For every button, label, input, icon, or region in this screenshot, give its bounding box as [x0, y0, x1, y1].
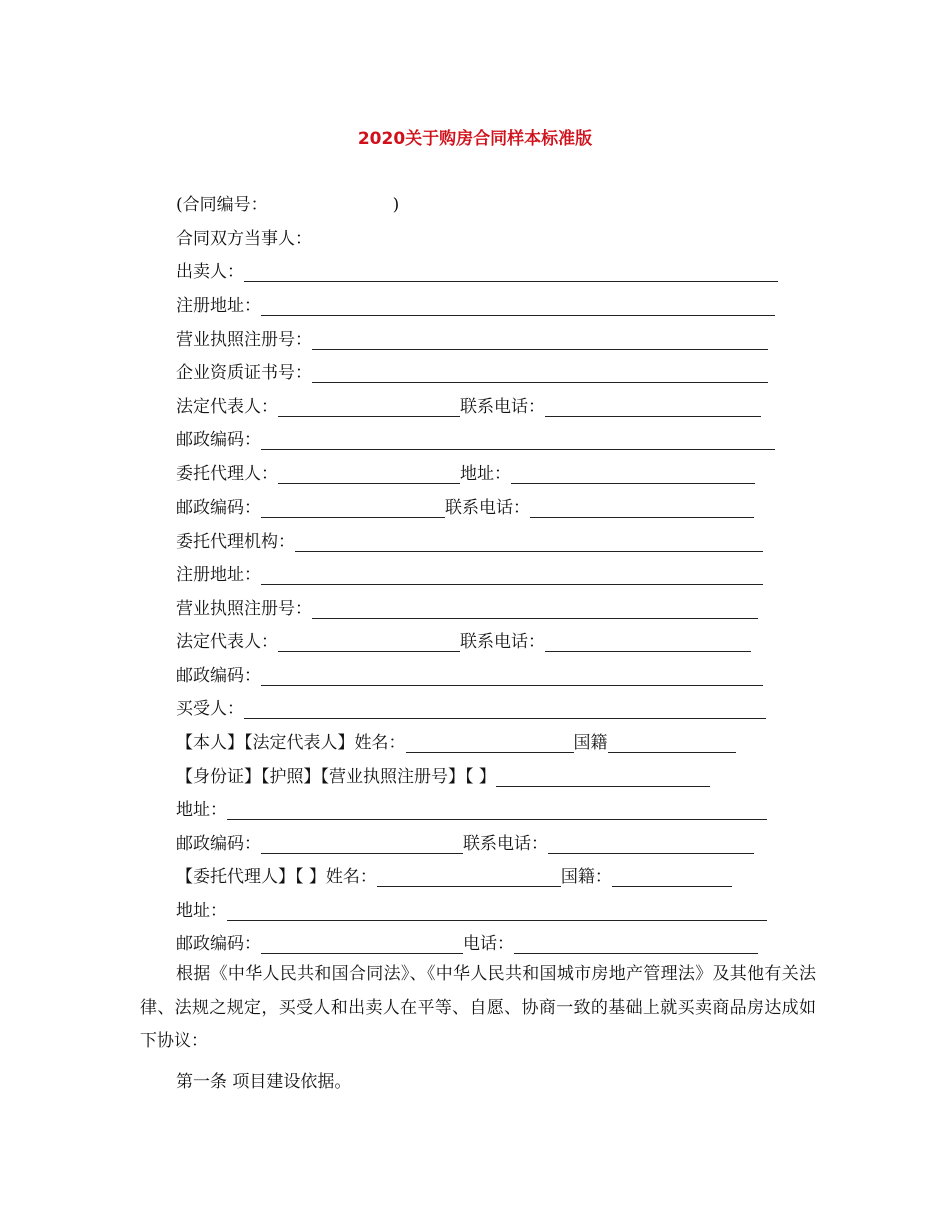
contract-number-close: )	[392, 195, 400, 215]
agency-reg-address-label: 注册地址：	[176, 565, 261, 585]
buyer-postcode-field[interactable]	[261, 833, 463, 854]
seller-license-label: 营业执照注册号：	[176, 330, 312, 350]
buyer-line	[176, 697, 766, 721]
buyer-phone-field[interactable]	[548, 833, 754, 854]
seller-agent-phone-label: 联系电话：	[445, 498, 530, 518]
seller-reg-address-line	[176, 294, 775, 318]
agency-field[interactable]	[295, 531, 763, 552]
agency-reg-address-field[interactable]	[261, 564, 763, 585]
agency-line	[176, 530, 763, 554]
seller-license-field[interactable]	[312, 329, 768, 350]
agency-legal-rep-field[interactable]	[278, 631, 460, 652]
seller-legal-rep-label: 法定代表人：	[176, 397, 278, 417]
preamble-paragraph: 根据《中华人民共和国合同法》、《中华人民共和国城市房地产管理法》及其他有关法律、法规之规定，买受人和出卖人在平等、自愿、协商一致的基础上就买卖商品房达成如下协议：	[140, 964, 816, 1051]
buyer-agent-address-field[interactable]	[227, 900, 767, 921]
seller-agent-line	[176, 462, 755, 486]
buyer-agent-label: 【委托代理人】【 】姓名：	[176, 867, 377, 887]
seller-qualification-line	[176, 361, 768, 385]
buyer-agent-phone-label: 电话：	[463, 934, 514, 954]
buyer-agent-address-line	[176, 899, 767, 923]
buyer-address-label: 地址：	[176, 800, 227, 820]
seller-agent-field[interactable]	[278, 463, 460, 484]
buyer-identity-label: 【本人】【法定代表人】姓名：	[176, 733, 406, 753]
buyer-address-field[interactable]	[227, 799, 767, 820]
seller-agent-phone-field[interactable]	[530, 497, 754, 518]
parties-label: 合同双方当事人：	[176, 229, 312, 249]
seller-agent-postcode-line	[176, 496, 754, 520]
seller-legal-rep-line	[176, 395, 761, 419]
article-1-heading: 第一条 项目建设依据。	[176, 1072, 352, 1092]
seller-reg-address-field[interactable]	[261, 295, 775, 316]
agency-license-label: 营业执照注册号：	[176, 599, 312, 619]
buyer-id-number-field[interactable]	[496, 766, 710, 787]
buyer-id-type-label: 【身份证】【护照】【营业执照注册号】【 】	[176, 767, 496, 787]
buyer-agent-address-label: 地址：	[176, 901, 227, 921]
agency-phone-label: 联系电话：	[460, 632, 545, 652]
buyer-id-type-line	[176, 765, 710, 789]
buyer-nationality-label: 国籍	[573, 733, 608, 753]
seller-agent-label: 委托代理人：	[176, 464, 278, 484]
seller-line	[176, 260, 778, 284]
buyer-label: 买受人：	[176, 699, 244, 719]
seller-postcode-field[interactable]	[261, 429, 775, 450]
seller-postcode-label: 邮政编码：	[176, 430, 261, 450]
buyer-phone-label: 联系电话：	[463, 834, 548, 854]
buyer-agent-nationality-field[interactable]	[612, 866, 732, 887]
agency-phone-field[interactable]	[545, 631, 751, 652]
seller-field[interactable]	[244, 261, 778, 282]
seller-phone-label: 联系电话：	[460, 397, 545, 417]
buyer-postcode-label: 邮政编码：	[176, 834, 261, 854]
seller-agent-address-field[interactable]	[511, 463, 755, 484]
seller-license-line	[176, 328, 768, 352]
buyer-agent-name-field[interactable]	[377, 866, 561, 887]
seller-agent-address-label: 地址：	[460, 464, 511, 484]
buyer-postcode-line	[176, 832, 754, 856]
seller-label: 出卖人：	[176, 262, 244, 282]
buyer-agent-phone-field[interactable]	[514, 933, 758, 954]
agency-postcode-field[interactable]	[261, 665, 763, 686]
agency-postcode-label: 邮政编码：	[176, 666, 261, 686]
buyer-name-field[interactable]	[406, 732, 574, 753]
agency-postcode-line	[176, 664, 763, 688]
seller-qualification-field[interactable]	[312, 362, 768, 383]
agency-license-line	[176, 597, 758, 621]
parties-heading	[176, 227, 312, 251]
contract-number-label: (合同编号：	[176, 195, 268, 215]
agency-reg-address-line	[176, 563, 763, 587]
agency-label: 委托代理机构：	[176, 532, 295, 552]
seller-postcode-line	[176, 428, 775, 452]
seller-qualification-label: 企业资质证书号：	[176, 363, 312, 383]
buyer-agent-postcode-line	[176, 932, 758, 956]
buyer-agent-nationality-label: 国籍：	[560, 867, 612, 887]
buyer-agent-postcode-label: 邮政编码：	[176, 934, 261, 954]
agency-legal-rep-label: 法定代表人：	[176, 632, 278, 652]
seller-phone-field[interactable]	[545, 396, 761, 417]
buyer-agent-line	[176, 865, 732, 889]
seller-agent-postcode-label: 邮政编码：	[176, 498, 261, 518]
buyer-agent-postcode-field[interactable]	[261, 933, 463, 954]
contract-number-line	[176, 193, 399, 217]
seller-agent-postcode-field[interactable]	[261, 497, 445, 518]
agency-license-field[interactable]	[312, 598, 758, 619]
buyer-identity-line	[176, 731, 736, 755]
buyer-address-line	[176, 798, 767, 822]
buyer-field[interactable]	[244, 698, 766, 719]
document-title: 2020关于购房合同样本标准版	[357, 129, 593, 149]
agency-legal-rep-line	[176, 630, 751, 654]
seller-legal-rep-field[interactable]	[278, 396, 460, 417]
seller-reg-address-label: 注册地址：	[176, 296, 261, 316]
buyer-nationality-field[interactable]	[608, 732, 736, 753]
